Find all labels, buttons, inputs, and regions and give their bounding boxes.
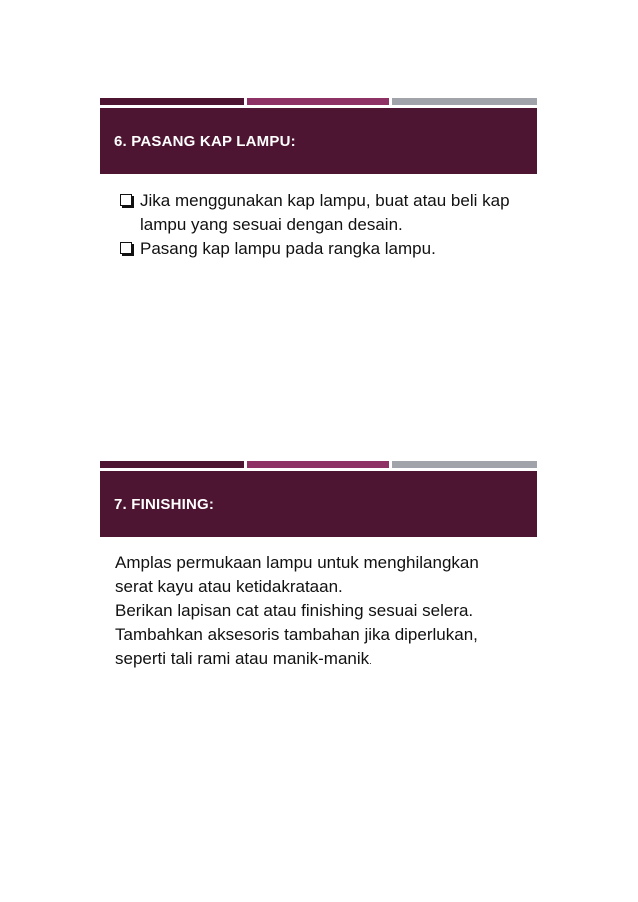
text-line: Berikan lapisan cat atau finishing sesuai selera. — [115, 601, 474, 620]
decorative-stripes — [100, 461, 537, 468]
slide-pasang-kap-lampu — [100, 98, 537, 261]
stripe-gray — [392, 98, 537, 105]
section-header — [100, 108, 537, 174]
stripe-dark — [100, 461, 244, 468]
trailing-dot: . — [369, 656, 372, 666]
section-title: 7. FINISHING: — [114, 495, 215, 513]
decorative-stripes — [100, 98, 537, 105]
list-item-text-line: lampu yang sesuai dengan desain. — [140, 215, 403, 234]
stripe-magenta — [247, 98, 389, 105]
stripe-dark — [100, 98, 244, 105]
text-line: serat kayu atau ketidakrataan. — [115, 577, 343, 596]
bullet-list — [100, 189, 537, 261]
body-text — [100, 551, 537, 673]
section-header — [100, 471, 537, 537]
text-line-content: seperti tali rami atau manik-manik — [115, 649, 370, 668]
text-line — [115, 647, 537, 673]
section-title: 6. PASANG KAP LAMPU: — [114, 132, 296, 150]
checkbox-square-icon — [120, 194, 132, 206]
list-item-text-line: Jika menggunakan kap lampu, buat atau beli kap — [140, 191, 510, 210]
slide-finishing — [100, 461, 537, 673]
list-item-text-line: Pasang kap lampu pada rangka lampu. — [140, 239, 436, 258]
list-item — [118, 237, 537, 261]
text-line: Tambahkan aksesoris tambahan jika diperlukan, — [115, 625, 478, 644]
stripe-magenta — [247, 461, 389, 468]
stripe-gray — [392, 461, 537, 468]
text-line: Amplas permukaan lampu untuk menghilangkan — [115, 553, 479, 572]
list-item — [118, 189, 537, 237]
checkbox-square-icon — [120, 242, 132, 254]
